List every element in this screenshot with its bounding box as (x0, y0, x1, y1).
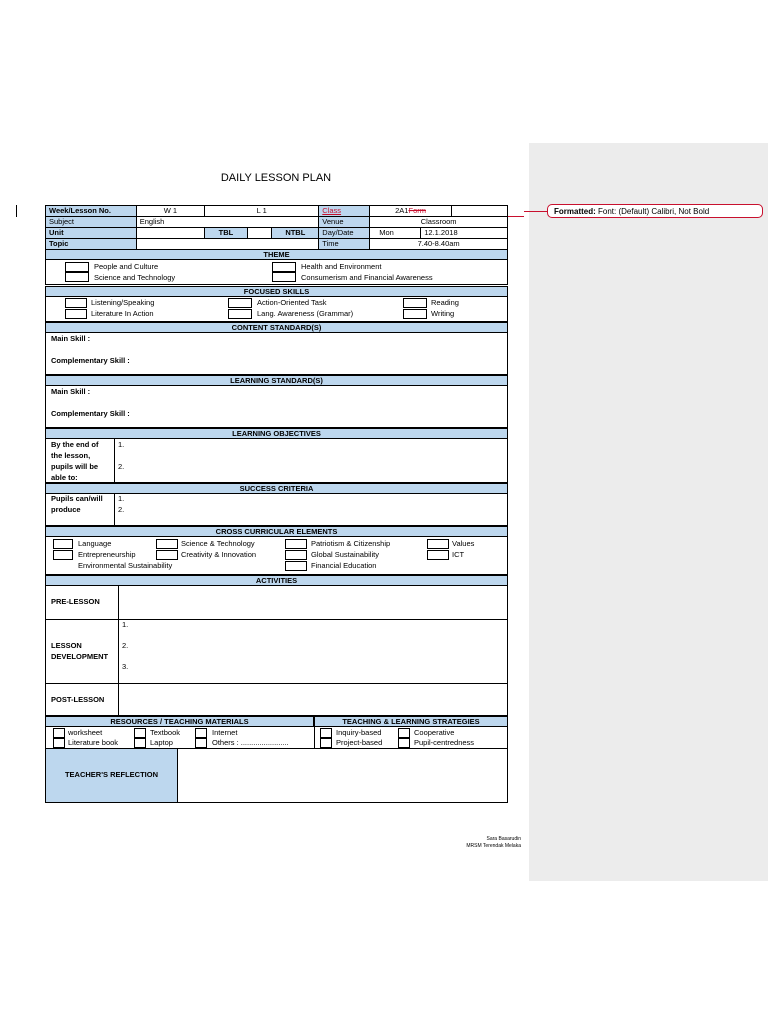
checkbox-strategy-1[interactable] (320, 728, 332, 738)
activity-number: 2. (122, 641, 129, 650)
checkbox-theme-4[interactable] (272, 272, 296, 282)
theme-item: Consumerism and Financial Awareness (301, 273, 433, 282)
content-complementary-skill: Complementary Skill : (51, 356, 130, 365)
tbl-checkbox[interactable] (247, 228, 271, 239)
cce-item: Creativity & Innovation (181, 550, 257, 559)
checkbox-resource-6[interactable] (195, 738, 207, 748)
resource-item: Literature book (68, 738, 119, 747)
checkbox-resource-2[interactable] (53, 738, 65, 748)
objectives-line: By the end of (51, 440, 99, 449)
success-line: Pupils can/will (51, 494, 103, 503)
success-number: 2. (118, 505, 125, 514)
lesson-development-label-2: DEVELOPMENT (51, 652, 109, 661)
cce-item: Global Sustainability (311, 550, 379, 559)
objectives-line: pupils will be (51, 462, 99, 471)
cce-item: Environmental Sustainability (78, 561, 173, 570)
checkbox-skill-3[interactable] (228, 298, 252, 308)
resource-item: worksheet (68, 728, 103, 737)
checkbox-cce-5[interactable] (285, 539, 307, 549)
venue-value[interactable]: Classroom (370, 217, 508, 228)
skill-item: Action-Oriented Task (257, 298, 327, 307)
checkbox-cce-4[interactable] (156, 550, 178, 560)
activities-heading: ACTIVITIES (45, 575, 508, 586)
unit-label: Unit (46, 228, 137, 239)
theme-item: People and Culture (94, 262, 159, 271)
checkbox-resource-1[interactable] (53, 728, 65, 738)
checkbox-strategy-4[interactable] (398, 738, 410, 748)
skill-item: Reading (431, 298, 459, 307)
cce-item: Entrepreneurship (78, 550, 136, 559)
reflection-label: TEACHER'S REFLECTION (64, 770, 159, 779)
success-line: produce (51, 505, 81, 514)
post-lesson-label: POST-LESSON (51, 695, 105, 704)
strategy-item: Pupil-centredness (414, 738, 475, 747)
resource-item: Internet (212, 728, 238, 737)
topic-label: Topic (46, 239, 137, 250)
content-standard-section[interactable] (45, 332, 508, 375)
checkbox-theme-2[interactable] (65, 272, 89, 282)
lesson-value[interactable]: L 1 (205, 206, 319, 217)
comment-text: Font: (Default) Calibri, Not Bold (598, 207, 710, 216)
strategy-item: Project-based (336, 738, 383, 747)
page-title: DAILY LESSON PLAN (220, 172, 332, 184)
cce-item: ICT (452, 550, 465, 559)
learning-complementary-skill: Complementary Skill : (51, 409, 130, 418)
cce-item: Science & Technology (181, 539, 255, 548)
skill-item: Lang. Awareness (Grammar) (257, 309, 354, 318)
time-value[interactable]: 7.40-8.40am (370, 239, 508, 250)
week-label: Week/Lesson No. (46, 206, 137, 217)
text-cursor (16, 205, 17, 217)
checkbox-resource-4[interactable] (134, 738, 146, 748)
class-value[interactable]: 2A1Form (370, 206, 452, 217)
skill-item: Writing (431, 309, 455, 318)
tbl-label: TBL (205, 228, 248, 239)
cce-item: Values (452, 539, 475, 548)
school-name: MRSM Terendak Melaka (466, 843, 521, 849)
objectives-line: able to: (51, 473, 78, 482)
checkbox-skill-2[interactable] (65, 309, 87, 319)
theme-item: Science and Technology (94, 273, 176, 282)
checkbox-skill-4[interactable] (228, 309, 252, 319)
strategy-item: Cooperative (414, 728, 455, 737)
comment-connector-2 (524, 211, 547, 212)
checkbox-strategy-3[interactable] (398, 728, 410, 738)
ntbl-label: NTBL (272, 228, 319, 239)
resource-item: Textbook (150, 728, 181, 737)
checkbox-cce-6[interactable] (285, 550, 307, 560)
daydate-label: Day/Date (319, 228, 370, 239)
checkbox-cce-9[interactable] (427, 550, 449, 560)
checkbox-skill-6[interactable] (403, 309, 427, 319)
topic-value[interactable] (136, 239, 319, 250)
skill-item: Listening/Speaking (91, 298, 155, 307)
checkbox-skill-1[interactable] (65, 298, 87, 308)
resource-item: Laptop (150, 738, 173, 747)
checkbox-theme-3[interactable] (272, 262, 296, 272)
resources-heading: RESOURCES / TEACHING MATERIALS (45, 716, 314, 727)
checkbox-skill-5[interactable] (403, 298, 427, 308)
checkbox-theme-1[interactable] (65, 262, 89, 272)
activity-number: 3. (122, 662, 129, 671)
checkbox-resource-5[interactable] (195, 728, 207, 738)
objective-number: 1. (118, 440, 125, 449)
checkbox-cce-2[interactable] (53, 550, 73, 560)
success-heading: SUCCESS CRITERIA (45, 483, 508, 494)
cce-item: Language (78, 539, 112, 548)
focused-skills-heading: FOCUSED SKILLS (45, 286, 508, 297)
activities-section (45, 585, 508, 716)
day-value: Mon (379, 228, 394, 237)
pre-lesson-label: PRE-LESSON (51, 597, 100, 606)
success-number: 1. (118, 494, 125, 503)
subject-value[interactable]: English (136, 217, 319, 228)
week-value[interactable]: W 1 (136, 206, 204, 217)
class-label: Class (319, 206, 370, 217)
author-name: Sara Basarudin (486, 836, 521, 842)
time-label: Time (319, 239, 370, 250)
strategy-item: Inquiry-based (336, 728, 382, 737)
objectives-heading: LEARNING OBJECTIVES (45, 428, 508, 439)
checkbox-strategy-2[interactable] (320, 738, 332, 748)
objective-number: 2. (118, 462, 125, 471)
checkbox-cce-8[interactable] (427, 539, 449, 549)
comment-label: Formatted: (554, 207, 596, 216)
cce-item: Financial Education (311, 561, 377, 570)
learning-main-skill: Main Skill : (51, 387, 91, 396)
checkbox-resource-3[interactable] (134, 728, 146, 738)
learning-standard-section[interactable] (45, 385, 508, 428)
theme-heading: THEME (45, 249, 508, 260)
venue-label: Venue (319, 217, 370, 228)
cce-item: Patriotism & Citizenship (311, 539, 391, 548)
theme-item: Health and Environment (301, 262, 382, 271)
content-main-skill: Main Skill : (51, 334, 91, 343)
learning-standard-heading: LEARNING STANDARD(S) (45, 375, 508, 386)
date-value[interactable]: 12.1.2018 (421, 228, 508, 239)
header-table (45, 205, 508, 250)
checkbox-cce-3[interactable] (156, 539, 178, 549)
subject-label: Subject (46, 217, 137, 228)
strategies-heading: TEACHING & LEARNING STRATEGIES (314, 716, 508, 727)
checkbox-cce-7[interactable] (285, 561, 307, 571)
checkbox-cce-1[interactable] (53, 539, 73, 549)
objectives-line: the lesson, (51, 451, 91, 460)
lesson-development-label: LESSON (51, 641, 82, 650)
format-comment[interactable] (547, 204, 763, 218)
activity-number: 1. (122, 620, 129, 629)
resource-item: Others : ....................... (212, 738, 289, 747)
content-standard-heading: CONTENT STANDARD(S) (45, 322, 508, 333)
cce-heading: CROSS CURRICULAR ELEMENTS (45, 526, 508, 537)
comments-pane (529, 143, 768, 881)
skill-item: Literature In Action (91, 309, 154, 318)
